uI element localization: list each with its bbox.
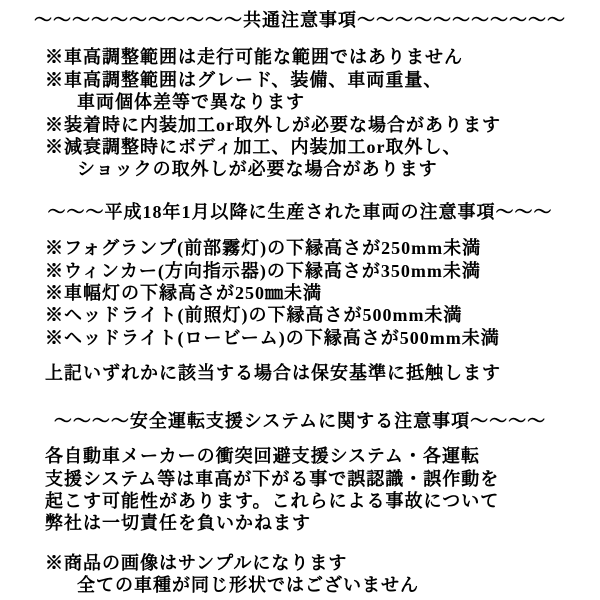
safety-standard-conclusion xyxy=(0,362,600,384)
heisei18-notes-paragraph xyxy=(0,237,600,349)
notice-line: 起こす可能性があります。これらによる事故について xyxy=(45,490,500,511)
driving-support-paragraph xyxy=(0,445,600,535)
notice-line: ※ウィンカー(方向指示器)の下縁高さが350mm未満 xyxy=(45,260,481,281)
notice-line: ※ヘッドライト(ロービーム)の下縁高さが500mm未満 xyxy=(45,327,500,348)
notice-line: 上記いずれかに該当する場合は保安基準に抵触します xyxy=(45,363,501,384)
notice-line: 各自動車メーカーの衝突回避支援システム・各運転 xyxy=(45,446,480,467)
common-notes-paragraph xyxy=(0,46,600,180)
notice-line-continuation: 全ての車種が同じ形状ではございません xyxy=(77,575,419,596)
notice-line-continuation: 車両個体差等で異なります xyxy=(77,92,305,113)
notice-line-continuation: ショックの取外しが必要な場合があります xyxy=(77,159,438,180)
notice-line: ※ヘッドライト(前照灯)の下縁高さが500mm未満 xyxy=(45,305,463,326)
notice-line: ※車高調整範囲はグレード、装備、車両重量、 xyxy=(45,69,443,90)
sample-image-paragraph xyxy=(0,552,600,597)
notice-line: ※商品の画像はサンプルになります xyxy=(45,552,348,573)
notice-line: ※フォグランプ(前部霧灯)の下縁高さが250mm未満 xyxy=(45,238,482,259)
notice-line: ※装着時に内装加工or取外しが必要な場合があります xyxy=(45,114,501,135)
section-heading-driving-support-systems: ～～～～安全運転支援システムに関する注意事項～～～～ xyxy=(53,410,547,431)
section-heading-common-notes: ～～～～～～～～～～～共通注意事項～～～～～～～～～～～ xyxy=(34,10,566,30)
notice-line: 弊社は一切責任を負いかねます xyxy=(45,513,311,534)
notice-line: ※車高調整範囲は走行可能な範囲ではありません xyxy=(45,47,463,68)
section-heading-heisei18-vehicles: ～～～平成18年1月以降に生産された車両の注意事項～～～ xyxy=(47,201,553,222)
notice-line: 支援システム等は車高が下がる事で誤認識・誤作動を xyxy=(45,468,500,489)
notice-line: ※車幅灯の下縁高さが250㎜未満 xyxy=(45,283,322,304)
notice-line: ※減衰調整時にボディ加工、内装加工or取外し、 xyxy=(45,137,462,158)
